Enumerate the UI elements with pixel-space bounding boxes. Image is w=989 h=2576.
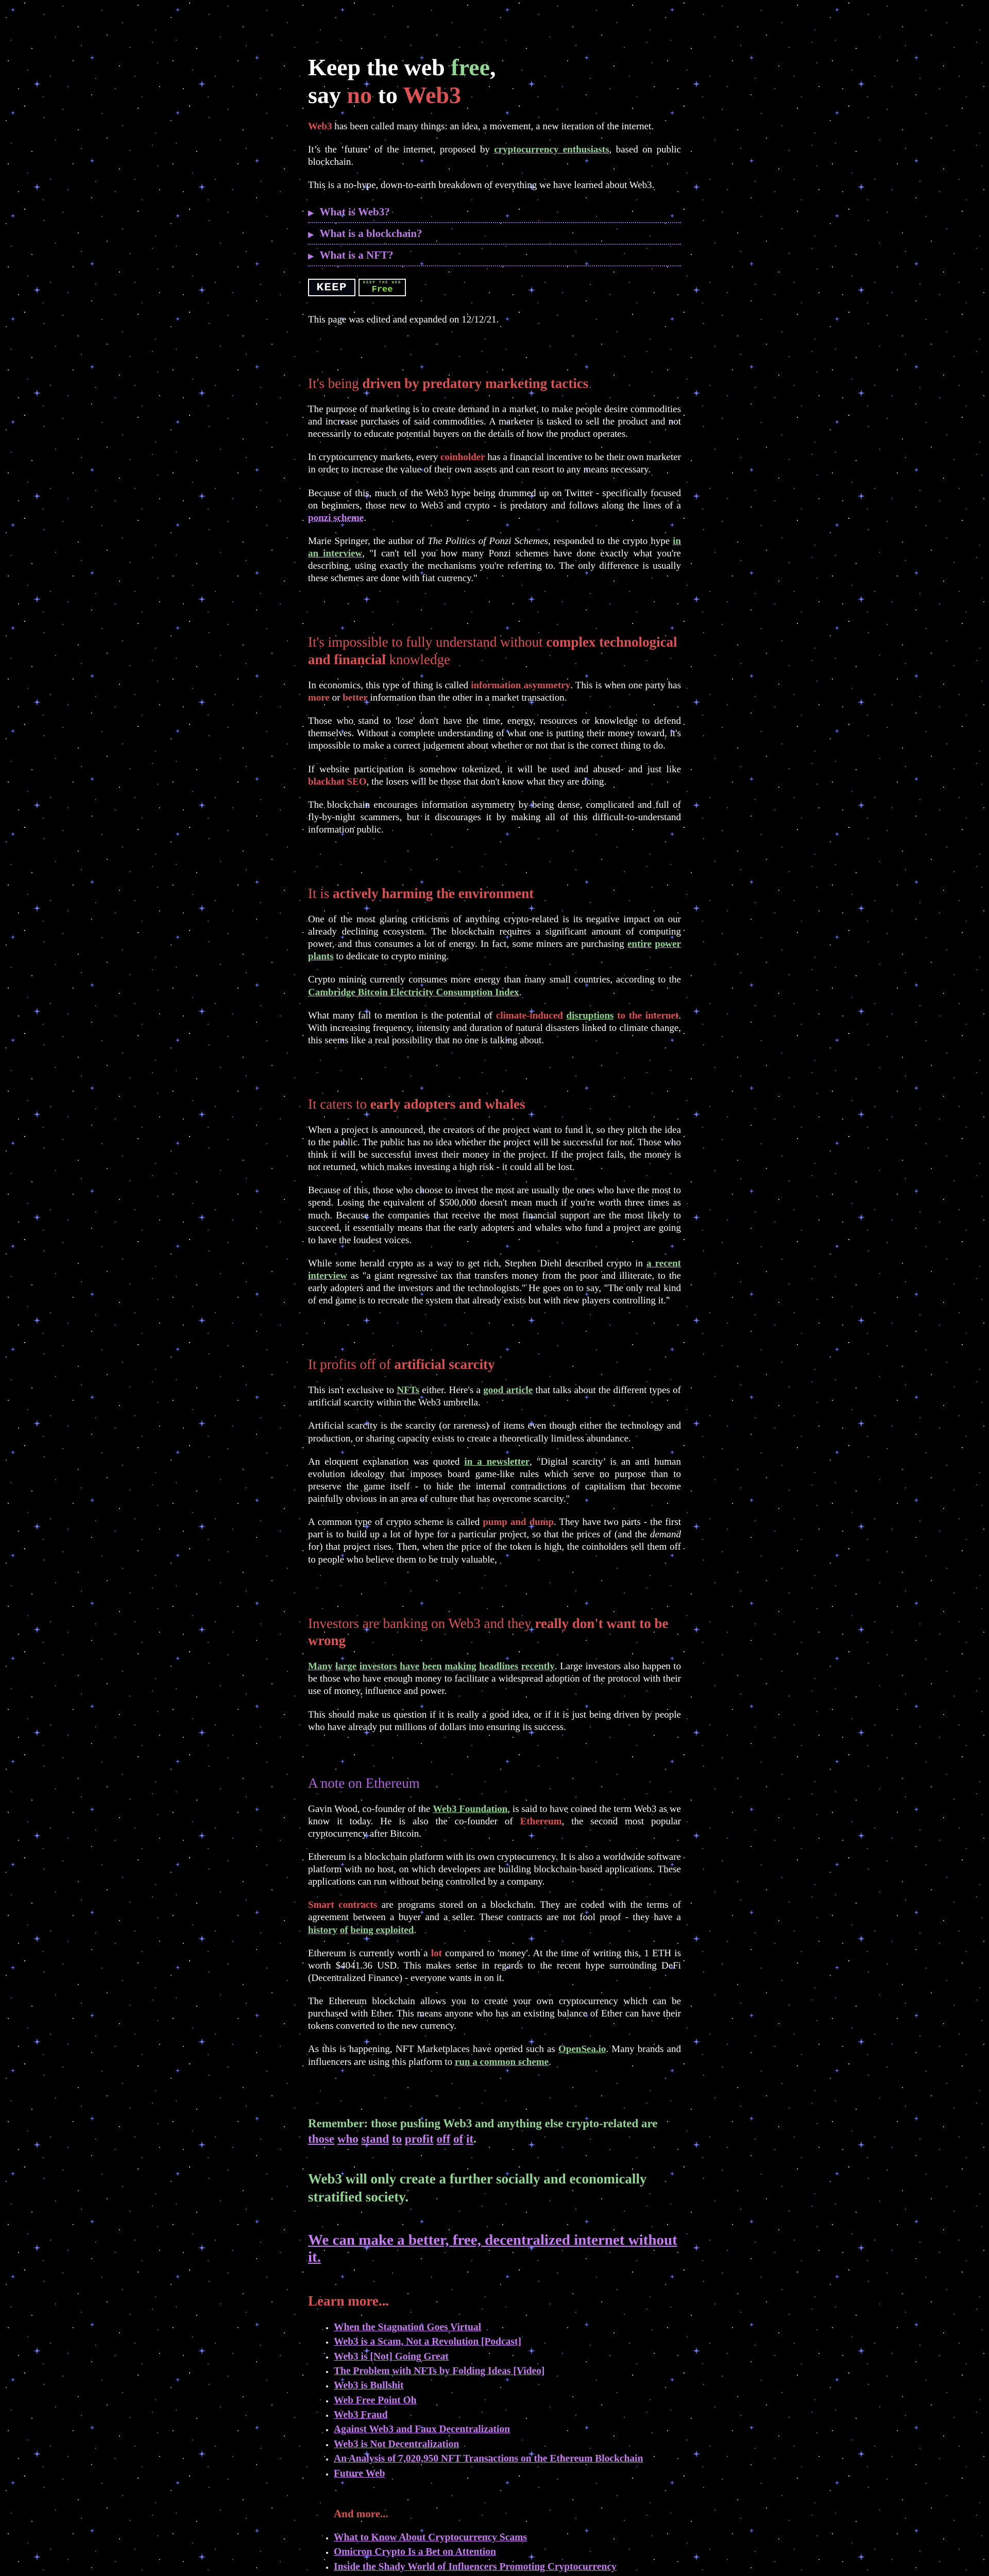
paragraph: The Ethereum blockchain allows you to create your own cryptocurrency which can be purchased with Ether. This means anyone who has an existing balance of Ether can have their tokens converted to the new currency. [308, 1996, 681, 2032]
book-title: The Politics of Ponzi Schemes [428, 535, 549, 547]
paragraph [308, 1516, 681, 1566]
text-fragment: , [490, 54, 496, 80]
text-fragment: , the second most popular cryptocurrency after Bitcoin. [308, 1816, 681, 1839]
faq-toggles [308, 205, 681, 266]
text-fragment: This isn't exclusive to [308, 1385, 397, 1396]
text-fragment: . [473, 2132, 476, 2146]
headline-link[interactable]: Many [308, 1661, 333, 1672]
title-no-highlight: no [347, 82, 372, 109]
text-fragment: It is [308, 886, 333, 902]
text-fragment: . [549, 2056, 551, 2067]
intro-paragraph-2 [308, 144, 681, 168]
text-fragment: What many fail to mention is the potential of [308, 1010, 496, 1021]
link-opensea[interactable]: OpenSea.io [558, 2044, 606, 2055]
paragraph: This should make us question if it is really a good idea, or if it is just being driven by people who have already put millions of dollars into ensuring its success. [308, 1709, 681, 1733]
list-item [334, 2409, 681, 2421]
profit-links [308, 2132, 473, 2145]
headline-link[interactable]: have [400, 1661, 420, 1672]
list-item [334, 2575, 681, 2576]
text-fragment: , "I can't tell you how many Ponzi schemes have done exactly what you're describing, using exactly the mechanisms you're referring to. The only difference is usually these schemes are done with fiat currency." [308, 548, 681, 584]
paragraph [308, 1660, 681, 1698]
paragraph [308, 1384, 681, 1409]
learn-more-heading: Learn more... [308, 2293, 389, 2309]
keep-badge-text: KEEP [316, 281, 347, 294]
text-fragment: . [519, 987, 522, 998]
text-fragment: to dedicate to crypto mining. [333, 951, 449, 962]
profit-link[interactable]: to [391, 2132, 402, 2146]
text-fragment: Web3 [308, 121, 332, 132]
exploit-history-link[interactable]: history [308, 1924, 337, 1936]
paragraph [308, 1899, 681, 1936]
paragraph [308, 974, 681, 998]
link-ponzi-scheme[interactable]: ponzi scheme [308, 512, 364, 523]
link-common-scheme[interactable]: run a common scheme [454, 2056, 549, 2067]
disclosure-triangle-icon: ▶ [308, 208, 314, 218]
text-fragment: One of the most glaring criticisms of anything crypto-related is its negative impact on our already declining ecosystem. The blockchain requires a significant amount of computing power, and thus consumes a lot of energy. In fact, some miners are purchasing [308, 913, 681, 950]
text-fragment: say [308, 82, 347, 109]
text-fragment: complex technological and financial [308, 634, 677, 668]
list-item [334, 2351, 681, 2363]
text-fragment: It profits off of [308, 1357, 395, 1372]
section-heading-investors [308, 1615, 681, 1650]
ethereum-highlight: Ethereum [520, 1816, 562, 1827]
learn-more-link[interactable]: Web3 is [Not] Going Great [334, 2351, 449, 2362]
coinholder-highlight: coinholder [440, 452, 485, 463]
learn-more-link[interactable]: Against Web3 and Faux Decentralization [334, 2424, 510, 2435]
link-web3-foundation[interactable]: Web3 Foundation [433, 1803, 508, 1815]
text-fragment: driven by predatory marketing tactics [362, 376, 589, 392]
text-fragment: either. Here's a [419, 1385, 484, 1396]
profit-link[interactable]: who [337, 2132, 359, 2146]
paragraph [308, 535, 681, 585]
text-fragment: climate-induced [496, 1010, 567, 1021]
exploit-history-link[interactable]: of [339, 1924, 348, 1936]
paragraph [308, 1803, 681, 1840]
text-fragment: Investors are banking on Web3 and they [308, 1615, 535, 1631]
details-what-is-a-nft [308, 248, 681, 266]
text-fragment: compared to 'money'. At the time of writing this, 1 ETH is worth $4041.36 USD. This makes sense in regards to the recent hype surrounding DeFi (Decentralized Finance) - everyone wants in on it. [308, 1947, 681, 1984]
learn-more-link[interactable]: The Problem with NFTs by Folding Ideas [Video] [334, 2365, 545, 2377]
text-fragment: While some herald crypto as a way to get rich, Stephen Diehl described crypto in [308, 1258, 647, 1269]
link-in-an-interview[interactable]: in an interview [308, 535, 681, 560]
text-fragment: . With increasing frequency, intensity and duration of natural disasters linked to climate change, this seems like a real possibility that no one is talking about. [308, 1010, 681, 1046]
keep-badge[interactable] [308, 279, 355, 296]
paragraph: Those who stand to 'lose' don't have the time, energy, resources or knowledge to defend themselves. Without a complete understanding of what one is putting their money toward, it's impossible to make a correct judgement about whether or not that is the correct thing to do. [308, 716, 681, 752]
paragraph: Artificial scarcity is the scarcity (or rareness) of items even though either the technology and production, or sharing capacity exists to create a theoretically limitless abundance. [308, 1420, 681, 1444]
intro-paragraph-1 [308, 121, 681, 133]
pump-and-dump-highlight: pump and dump [483, 1517, 554, 1528]
text-fragment: A common type of crypto scheme is called [308, 1517, 483, 1528]
more-resource-link[interactable]: Omicron Crypto Is a Bet on Attention [334, 2547, 496, 2558]
section-heading-knowledge [308, 634, 681, 669]
text-fragment: lot [431, 1947, 442, 1959]
summary-label: What is a blockchain? [319, 227, 422, 240]
text-fragment: , the losers will be those that don't know what they are doing. [366, 776, 607, 787]
list-item [334, 2453, 681, 2465]
headline-link[interactable]: investors [359, 1661, 397, 1672]
learn-more-link[interactable]: An Analysis of 7,020,950 NFT Transactions on the Ethereum Blockchain [334, 2453, 643, 2465]
summary-what-is-a-nft[interactable] [308, 249, 681, 262]
title-web3-highlight: Web3 [403, 82, 461, 109]
text-fragment: Ethereum is currently worth a [308, 1947, 431, 1959]
text-fragment: Gavin Wood, co-founder of the [308, 1803, 433, 1815]
headline-link[interactable]: making [445, 1661, 476, 1672]
more-resource-link[interactable]: What to Know About Cryptocurrency Scams [334, 2532, 527, 2544]
profit-link[interactable]: stand [361, 2132, 389, 2146]
list-item [334, 2424, 681, 2435]
blackhat-seo-highlight: blackhat SEO [308, 776, 367, 787]
details-what-is-web3 [308, 205, 681, 223]
text-fragment: artificial scarcity [394, 1357, 495, 1372]
badge-top-text: KEEP THE WEB [363, 281, 402, 285]
list-item [334, 2468, 681, 2480]
page-content [308, 0, 681, 2576]
section-heading-ethereum: A note on Ethereum [308, 1775, 420, 1791]
paragraph [308, 1010, 681, 1047]
section-heading-scarcity [308, 1356, 681, 1374]
text-fragment: , responded to the crypto hype [548, 535, 673, 547]
profit-link[interactable]: profit [404, 2132, 434, 2146]
text-fragment: , "Digital scarcity’ is an anti human evolution ideology that imposes board game-like rules which serve no purpose than to preserve the game itself - to hide the internal contradictions of capitalism that become painfully obvious in an area of culture that has overcome scarcity." [308, 1456, 681, 1505]
link-newsletter[interactable]: in a newsletter [464, 1456, 530, 1467]
text-fragment: . This is when one party has [570, 680, 681, 691]
learn-more-link[interactable]: Web Free Point Oh [334, 2395, 417, 2406]
and-more-heading: And more... [334, 2507, 388, 2520]
more-resource-link[interactable]: Inside the Shady World of Influencers Promoting Cryptocurrency [334, 2561, 617, 2572]
paragraph [308, 1456, 681, 1506]
keep-the-web-free-badge[interactable] [359, 279, 406, 296]
text-fragment: for) that project rises. Then, when the price of the token is high, the coinholders sell them off to people who believe them to be truly valuable, [308, 1541, 681, 1565]
intro-paragraph-3: This is a no-hype, down-to-earth breakdown of everything we have learned about Web3. [308, 179, 655, 191]
paragraph [308, 487, 681, 524]
exploit-history-links [308, 1924, 417, 1936]
learn-more-link[interactable]: Web3 is Bullshit [334, 2380, 404, 2392]
text-fragment: If website participation is somehow tokenized, it will be used and abused- and just like [308, 764, 681, 775]
learn-more-link[interactable]: Web3 Fraud [334, 2410, 388, 2421]
text-fragment: to the internet [613, 1010, 679, 1021]
text-fragment: really don't want to be wrong [308, 1615, 669, 1649]
learn-more-list [308, 2321, 681, 2480]
paragraph [308, 1258, 681, 1308]
text-fragment: has been called many things: an idea, a movement, a new iteration of the internet. [332, 121, 654, 132]
learn-more-link[interactable]: Future Web [334, 2468, 385, 2479]
power-plant-link[interactable]: power [655, 939, 681, 950]
text-fragment: Crypto mining currently consumes more energy than many small countries, according to the [308, 974, 681, 986]
list-item [334, 2546, 681, 2558]
paragraph [308, 2043, 681, 2068]
smart-contracts-highlight: Smart contracts [308, 1900, 378, 1911]
link-cambridge-index[interactable]: Cambridge Bitcoin Electricity Consumption Index [308, 987, 519, 998]
list-item [334, 2336, 681, 2348]
text-fragment: more [308, 692, 330, 704]
text-fragment: . [364, 512, 366, 523]
link-nfts[interactable]: NFTs [397, 1385, 419, 1396]
text-fragment: In cryptocurrency markets, every [308, 452, 440, 463]
badge-free-text: Free [371, 284, 393, 295]
profit-link[interactable]: off [436, 2132, 451, 2146]
summary-label: What is Web3? [319, 206, 390, 218]
link-recent-interview[interactable]: a recent interview [308, 1258, 681, 1282]
section-heading-environment [308, 885, 681, 903]
text-fragment: as "a giant regressive tax that transfers money from the poor and illiterate, to the early adopters and the investors and the technologists." He goes on to say, "The only real kind of end game is to recreate the system that already exists but with new players controlling it." [308, 1270, 681, 1307]
link-better-internet[interactable]: We can make a better, free, decentralized internet without it. [308, 2232, 677, 2265]
text-fragment: It's being [308, 376, 363, 392]
summary-label: What is a NFT? [319, 249, 394, 262]
text-fragment: that talks about the different types of artificial scarcity within the Web3 umbrella. [308, 1385, 681, 1409]
and-more-list [308, 2532, 681, 2576]
text-fragment: better [343, 692, 368, 704]
power-plant-link[interactable]: entire [627, 939, 652, 950]
page-title [308, 54, 681, 110]
paragraph: Because of this, those who choose to invest the most are usually the ones who have the most to spend. Losing the equivalent of $500,000 doesn't mean much if you're worth three times as much. Because the companies that receive the most financial support are the most likely to succeed, it essentially means that the early adopters and whales who fund a project are going to have the loudest voices. [308, 1185, 681, 1246]
text-fragment: . [414, 1924, 417, 1936]
text-fragment: Marie Springer, the author of [308, 535, 428, 547]
learn-more-link[interactable]: When the Stagnation Goes Virtual [334, 2321, 482, 2333]
text-fragment: As this is happening, NFT Marketplaces have opened such as [308, 2044, 558, 2055]
learn-more-link[interactable]: Web3 is Not Decentralization [334, 2438, 459, 2450]
disclosure-triangle-icon: ▶ [308, 251, 314, 261]
list-item [334, 2561, 681, 2573]
profit-link[interactable]: it [466, 2132, 474, 2146]
paragraph: When a project is announced, the creators of the project want to fund it, so they pitch the idea to the public. The public has no idea whether the project will be successful for not. Those who think it will be successful invest their money in the project. If the project fails, the money is not returned, which makes investing a high risk - it could all be lost. [308, 1124, 681, 1173]
profit-link[interactable]: of [453, 2132, 464, 2146]
text-fragment: Because of this, much of the Web3 hype being drummed up on Twitter - specifically focused on beginners, those new to Web3 and crypto - is predatory and follows along the lines of a [308, 487, 681, 511]
list-item [334, 2532, 681, 2544]
text-fragment: demand [650, 1529, 681, 1540]
paragraph [308, 451, 681, 476]
paragraph: The blockchain encourages information asymmetry by being dense, complicated and full of fly-by-night scammers, but it discourages it by making all of this difficult-to-understand information public. [308, 799, 681, 836]
text-fragment: It's impossible to fully understand without [308, 634, 547, 650]
list-item [334, 2395, 681, 2406]
text-fragment: early adopters and whales [370, 1096, 525, 1112]
summary-what-is-web3[interactable] [308, 206, 681, 218]
remember-statement [308, 2116, 681, 2147]
title-free-highlight: free [451, 54, 490, 80]
text-fragment: Keep the web [308, 54, 451, 80]
badge-row [308, 279, 681, 296]
summary-what-is-a-blockchain[interactable] [308, 227, 681, 240]
headline-link[interactable]: headlines [479, 1661, 519, 1672]
power-plant-link[interactable]: plants [308, 951, 334, 962]
profit-link[interactable]: those [308, 2132, 335, 2146]
text-fragment: or [329, 692, 343, 704]
disclosure-triangle-icon: ▶ [308, 230, 314, 240]
text-fragment: knowledge [385, 652, 451, 668]
information-asymmetry-highlight: information asymmetry [471, 680, 571, 691]
paragraph [308, 680, 681, 704]
list-item [334, 2321, 681, 2333]
text-fragment: . They have two parts - the first part is to build up a lot of hype for a particular project, so that the prices of (and the [308, 1517, 681, 1540]
paragraph [308, 913, 681, 963]
headline-link[interactable]: been [422, 1661, 442, 1672]
link-cryptocurrency-enthusiasts[interactable]: cryptocurrency enthusiasts [494, 144, 609, 155]
text-fragment: to [372, 82, 403, 109]
headline-links [308, 1661, 555, 1672]
exploit-history-link[interactable]: being exploited [350, 1924, 414, 1936]
text-fragment: An eloquent explanation was quoted [308, 1456, 465, 1467]
section-heading-marketing [308, 375, 681, 393]
text-fragment: . Large investors also happen to be those who have enough money to facilitate a widespread adoption of the protocol with their use of money, influence and power. [308, 1661, 681, 1697]
link-good-article[interactable]: good article [483, 1385, 533, 1396]
text-fragment: actively harming the environment [333, 886, 534, 902]
learn-more-link[interactable]: Web3 is a Scam, Not a Revolution [Podcast] [334, 2336, 521, 2348]
text-fragment: . Many brands and influencers are using this platform to [308, 2044, 681, 2067]
stratified-heading: Web3 will only create a further socially and economically stratified society. [308, 2171, 647, 2205]
section-heading-whales [308, 1096, 681, 1113]
link-disruptions[interactable]: disruptions [566, 1010, 614, 1021]
text-fragment: In economics, this type of thing is called [308, 680, 471, 691]
paragraph [308, 1947, 681, 1985]
paragraph: The purpose of marketing is to create demand in a market, to make people desire commodities and increase purchases of said commodities. A marketer is tasked to sell the product and not necessarily to educate potential buyers on the details of how the product operates. [308, 403, 681, 440]
details-what-is-a-blockchain [308, 227, 681, 245]
text-fragment: has a financial incentive to be their own marketer in order to increase the value of their own assets and can resort to any means necessary. [308, 452, 681, 476]
text-fragment: are programs stored on a blockchain. They are coded with the terms of agreement between a buyer and a seller. These contracts are not fool proof - they have a [308, 1900, 681, 1923]
text-fragment: , based on public blockchain. [308, 144, 681, 167]
list-item [334, 2438, 681, 2450]
text-fragment: , is said to have coined the term Web3 as we know it today. He is also the co-founder of [308, 1803, 681, 1827]
text-fragment: Remember: those pushing Web3 and anything else crypto-related are [308, 2116, 658, 2130]
text-fragment: It’s the ‘future’ of the internet, proposed by [308, 144, 494, 155]
list-item [334, 2365, 681, 2377]
edit-note: This page was edited and expanded on 12/12/21. [308, 314, 499, 326]
text-fragment: It caters to [308, 1096, 370, 1112]
paragraph: Ethereum is a blockchain platform with its own cryptocurrency. It is also a worldwide software platform with no host, on which developers are building blockchain-based applications. These applications can run without being controlled by a company. [308, 1851, 681, 1888]
text-fragment: information than the other in a market transaction. [367, 692, 567, 704]
list-item [334, 2380, 681, 2392]
headline-link[interactable]: large [335, 1661, 357, 1672]
headline-link[interactable]: recently [521, 1661, 555, 1672]
paragraph [308, 764, 681, 788]
